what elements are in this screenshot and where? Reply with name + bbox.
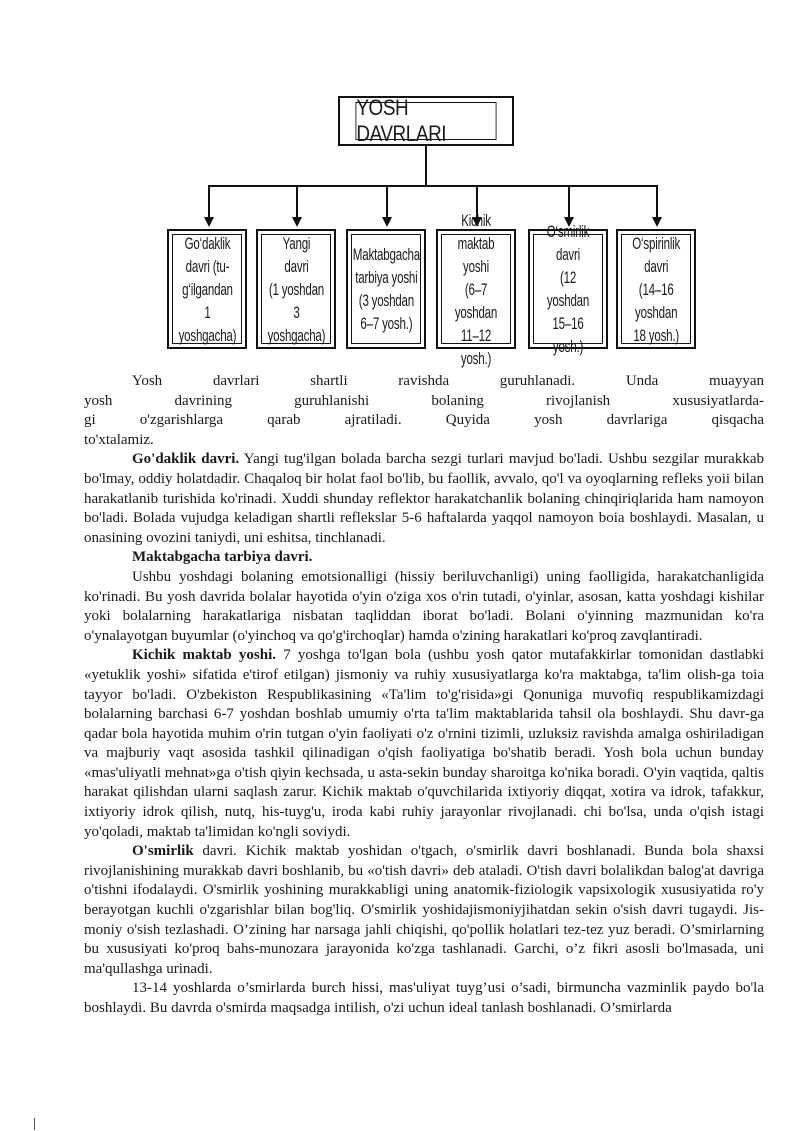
diagram-node [256, 229, 336, 349]
diagram-node [436, 210, 516, 368]
diagram-node [616, 229, 696, 349]
paragraph-yosh: 13-14 yoshlarda o’smirlarda burch hissi, mas'uliyat tuyg’usi o’sadi, birmuncha vazminlik paydo bo'la boshlaydi. Bu davrda o'smirda maqsadga intilish, o'zi uchun ideal tanlash boshlanadi. O’smirlarda [84, 980, 764, 1016]
arrow-icon [652, 217, 662, 227]
paragraph-godaklik [84, 450, 764, 548]
arrow-icon [204, 217, 214, 227]
diagram-node-label: Kichik maktab yoshi (6–7 yoshdan 11–12 yosh.) [454, 210, 498, 368]
connector-bar [208, 185, 658, 187]
intro-line: to'xtalamiz. [84, 431, 154, 448]
section-heading: Go'daklik davri. [132, 451, 240, 468]
section-heading: Maktabgacha tarbiya davri. [132, 549, 313, 566]
page-edge-mark [34, 1118, 35, 1130]
paragraph-maktabgacha: Ushbu yoshdagi bolaning emotsionalligi (hissiy beriluvchanligi) uning faolligida, harakatchanligida ko'rinadi. Bu yosh davrida bolalar hayotida o'yin o'ziga xos o'rin tutadi, o'yinlar, asosan, katta yoshdagi kishilar yoki bolalarning harakatlariga nisbatan taqliddan iborat bo'ladi. Bolani o'yinning mazmunidan ko'ra o'ynalayotgan buyumlar (o'yinchoq va qo'g'irchoqlar) hamda o'zining harakatlari ko'proq zavqlantiradi. [84, 568, 764, 644]
intro-line: Yosh davrlari shartli ravishda guruhlanadi. Unda muayyan [132, 373, 764, 389]
connector-drop [386, 185, 388, 221]
connector-drop [568, 185, 570, 221]
age-periods-diagram [0, 0, 800, 368]
arrow-icon [292, 217, 302, 227]
arrow-icon [382, 217, 392, 227]
diagram-title: YOSH DAVRLARI [355, 102, 496, 140]
paragraph-text: 7 yoshga to'lgan bola (ushbu yosh qator mutafakkirlar tomonidan dastlabki «yetuklik yoshi» sifatida e'tirof etilgan) jismoniy va ruhiy xususiyatlarga ko'ra maktabga, ta'lim olish-ga toia tayyor bo'ladi. O'zbekiston Respublikasining «Ta'lim to'g'risida»gi Qonuniga muvofiq respublikamizdagi bolalarning barchasi 6-7 yoshdan boshlab umumiy o'rta ta'lim maktablarida tahsil ola boshlaydi. Shu davr-ga qadar bola hayotida muhim o'rin tutgan o'yin faoliyati o'z o'rnini tizimli, uzluksiz ravishda amalga oshiriladigan va majburiy vaqt asosida tashkil qilinadigan o'qish faoliyatiga bo'shatib beradi. Yosh bola uchun bunday «mas'uliyatli mehnat»ga o'tish qiyin kechsada, u asta-sekin bunday sharoitga ko'nika boradi. O'yin vaqtida, qaltis harakat qilishdan ularni saqlash zarur. Kichik maktab o'quvchilarida ixtiyoriy diqqat, xotira va idrok, tafakkur, ixtiyoriy idrok qilish, nutq, his-tuyg'u, iroda kabi ruhiy jarayonlar rivojlanadi. chi bo'lsa, unda o'qish istagi yo'qoladi, maktab ta'limidan ko'ngli soviydi. [84, 647, 764, 840]
diagram-node-label: Yangi davri (1 yoshdan 3 yoshgacha) [267, 233, 325, 345]
diagram-title-box [338, 96, 514, 146]
connector-stem [425, 146, 427, 186]
diagram-node-label: Go‘daklik davri (tu- g‘ilgandan 1 yoshgacha) [178, 233, 236, 345]
section-heading: O'smirlik [132, 843, 194, 860]
paragraph-text: Yangi tug'ilgan bolada barcha sezgi turlari mavjud bo'ladi. Ushbu sezgilar murakkab bo'lmay, oddiy holatdadir. Chaqaloq bir holat faol bo'lib, bu faollik, avvalo, qo'l va oyoqlarning refleks yoii bilan harakatlanib turishida ko'rinadi. Xuddi shunday reflektor harakatchanlik bolaning chinqiriqlarida ham namoyon bo'ladi. Bolada vujudga keladigan shartli reflekslar 5-6 haftalarda yaqqol namoyon boia boshlaydi. Masalan, u onasining ovozini taniydi, uni eshitsa, tinchlanadi. [84, 451, 764, 546]
diagram-node [528, 222, 608, 356]
diagram-node-label: O‘spirinlik davri (14–16 yoshdan 18 yosh.) [632, 233, 680, 345]
intro-line: gi o'zgarishlarga qarab ajratiladi. Quyida yosh davrlariga qisqacha [84, 412, 764, 429]
paragraph-osmirlik [84, 842, 764, 979]
section-heading-maktabgacha [84, 548, 764, 568]
diagram-node-label: Maktabgacha tarbiya yoshi (3 yoshdan 6–7 yosh.) [352, 245, 420, 333]
body-text [84, 372, 764, 1019]
paragraph-text: davri. Kichik maktab yoshidan o'tgach, o'smirlik davri boshlanadi. Bunda bola shaxsi rivojlanishining murakkab davri boshlanib, bu «o'tish davri» deb ataladi. O'tish davri bolalikdan balog'at davriga o'tishni ifodalaydi. O'smirlik yoshining murakkabligi uning anatomik-fiziologik vapsixologik xususiyatida ro'y berayotgan kuchli o'zgarishlar bilan bog'liq. O'smirlik yoshidajismoniyjihatdan sekin o'sish davri tugaydi. Jis-moniy o'sish tezlashadi. O’zining har narsaga jahli chiqishi, qo'pollik holatlari tez-tez yuz beradi. O’smirlarning bu xususiyati ko'proq bahs-munozara jarayonida ko'zga tashlanadi. Garchi, o’z fikri asosli bo'lmasada, uni ma'qullashga urinadi. [84, 843, 764, 977]
diagram-node-label: O‘smirlik davri (12 yoshdan 15–16 yosh.) [546, 222, 590, 356]
diagram-node [167, 229, 247, 349]
connector-drop [208, 185, 210, 221]
intro-line: yosh davrining guruhlanishi bolaning rivojlanish xususiyatlarda- [84, 392, 764, 409]
paragraph-kichik [84, 646, 764, 842]
connector-drop [656, 185, 658, 221]
connector-drop [296, 185, 298, 221]
section-heading: Kichik maktab yoshi. [132, 647, 277, 664]
diagram-node [346, 229, 426, 349]
